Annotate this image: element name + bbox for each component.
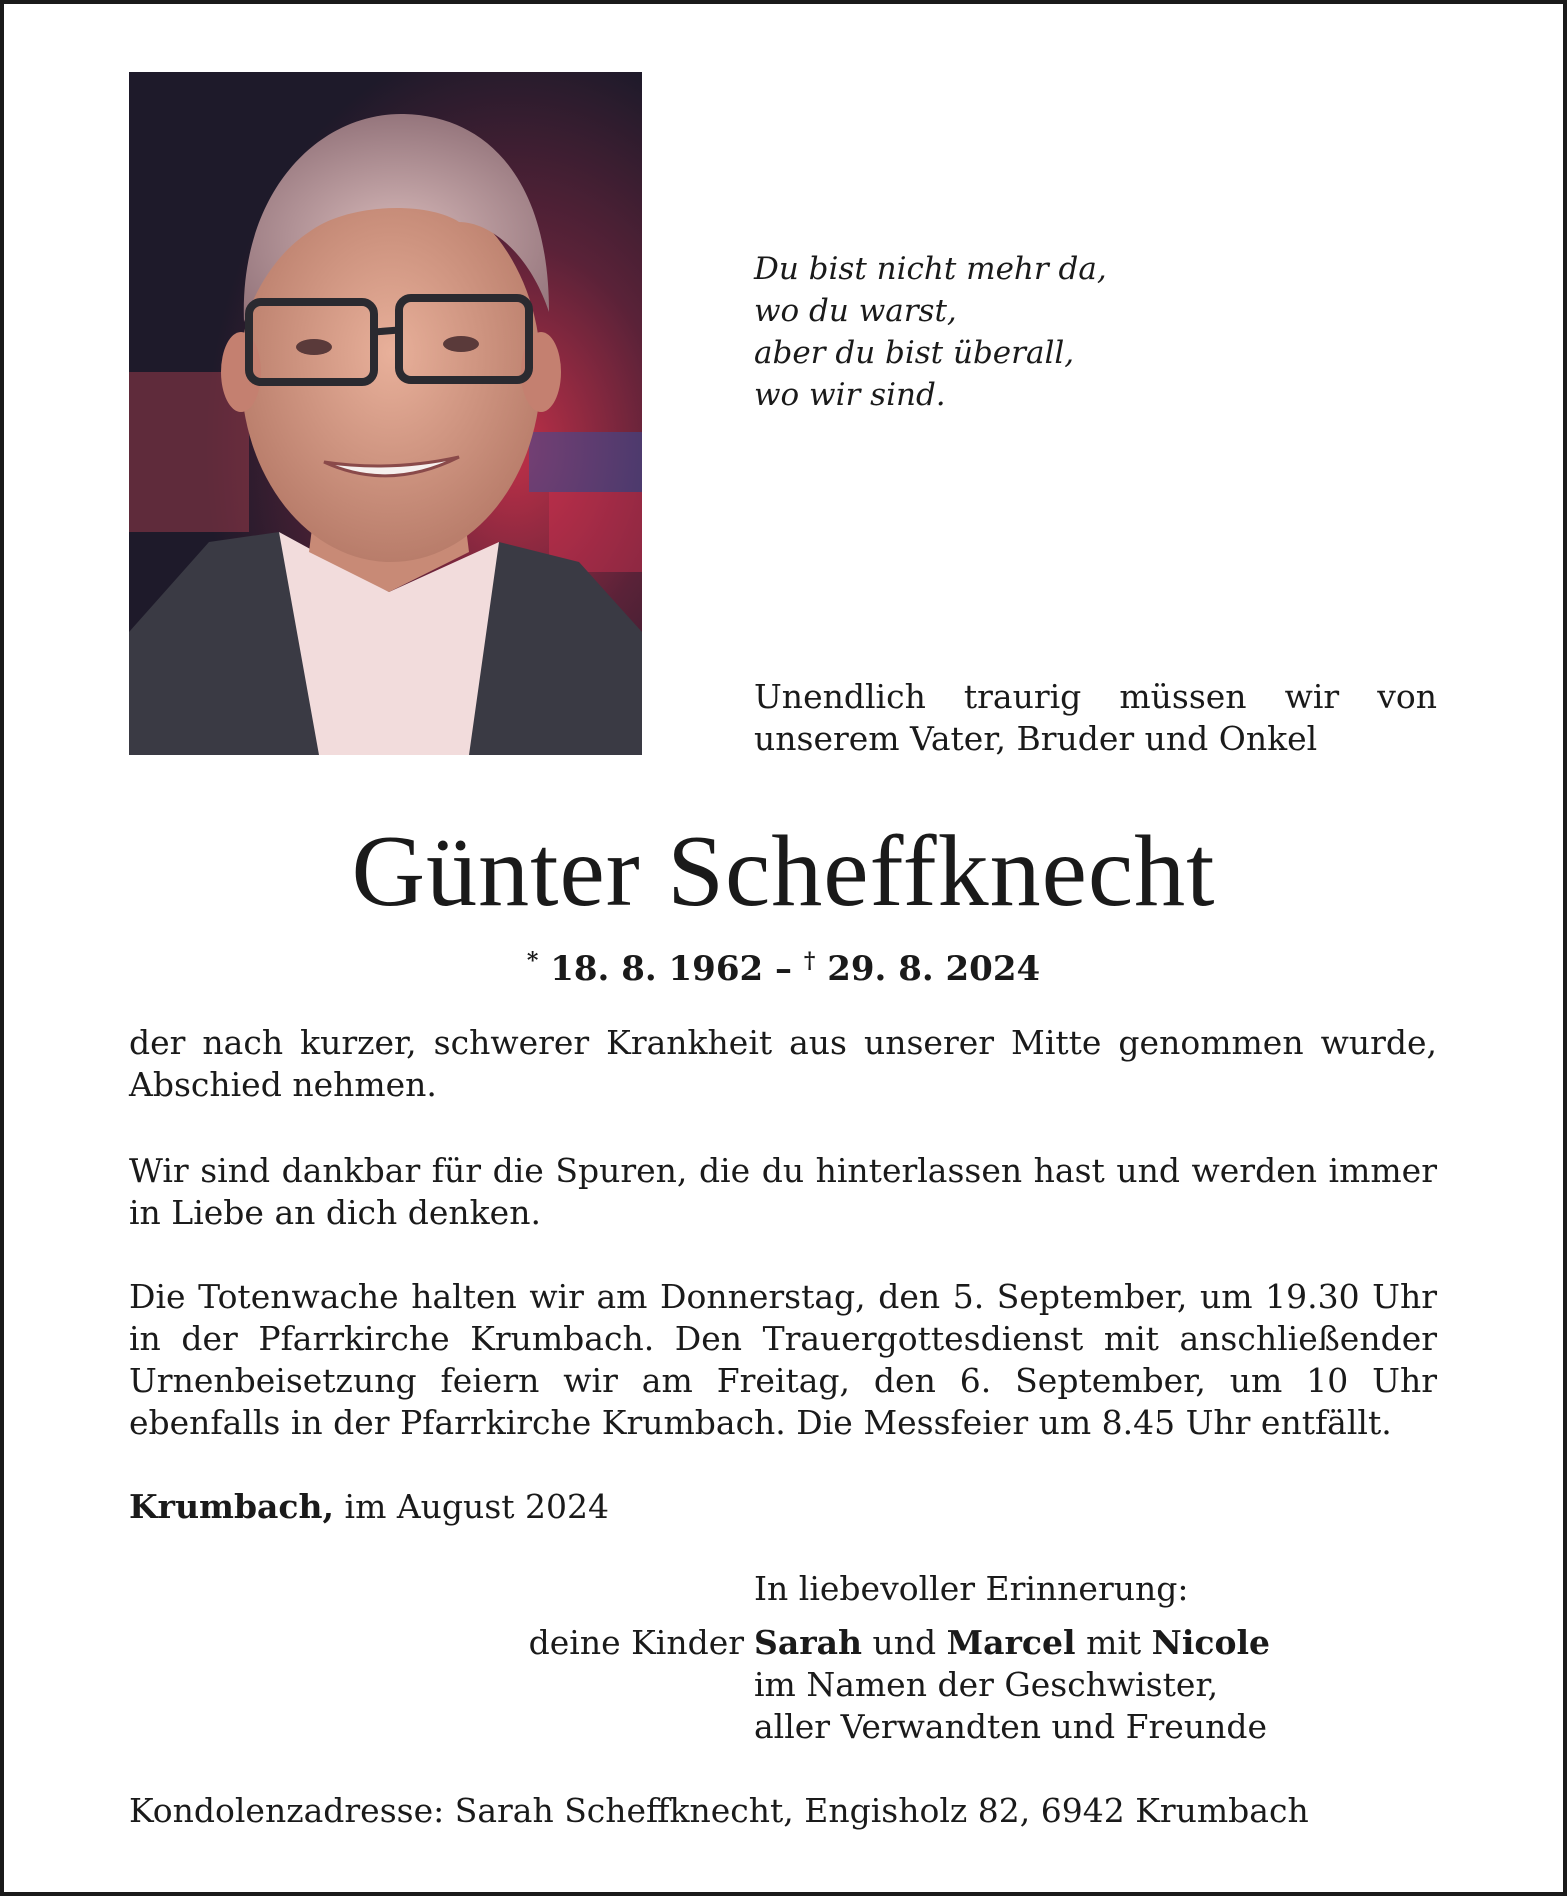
signature-line: aller Verwandten und Freunde (754, 1707, 1267, 1746)
condolence-address: Kondolenzadresse: Sarah Scheffknecht, Engisholz 82, 6942 Krumbach (129, 1791, 1309, 1830)
kids-prefix: deine Kinder (528, 1623, 744, 1662)
body-paragraph-2: Wir sind dankbar für die Spuren, die du hinterlassen hast und werden immer in Liebe an dich denken. (129, 1151, 1437, 1232)
child-name: Sarah (754, 1623, 862, 1662)
verse-line: aber du bist überall, (754, 335, 1075, 371)
verse-line: wo wir sind. (754, 377, 946, 413)
body-paragraph-1: der nach kurzer, schwerer Krankheit aus unserer Mitte genommen wurde, Abschied nehmen. (129, 1023, 1437, 1104)
kids-names (754, 1622, 1270, 1664)
conjunction: und (872, 1623, 937, 1662)
signature-line: im Namen der Geschwister, (754, 1665, 1219, 1704)
place: Krumbach, (129, 1487, 335, 1526)
intro-text: Unendlich traurig müssen wir von unserem Vater, Bruder und Onkel (754, 677, 1437, 758)
death-date: 29. 8. 2024 (827, 949, 1041, 989)
verse-line: Du bist nicht mehr da, (754, 251, 1107, 287)
partner-name: Nicole (1151, 1623, 1271, 1662)
memory-heading: In liebevoller Erinnerung: (754, 1569, 1189, 1608)
deceased-name: Günter Scheffknecht (351, 815, 1216, 928)
date: im August 2024 (344, 1487, 609, 1526)
birth-symbol: * (526, 948, 539, 974)
conjunction: mit (1086, 1623, 1142, 1662)
life-dates (0, 936, 1567, 994)
date-separator: – (775, 949, 792, 989)
birth-date: 18. 8. 1962 (550, 949, 764, 989)
death-symbol: † (803, 948, 816, 974)
child-name: Marcel (946, 1623, 1076, 1662)
portrait-photo (129, 72, 642, 755)
verse (754, 248, 1107, 416)
place-date (129, 1486, 609, 1528)
body-paragraph-3: Die Totenwache halten wir am Donnerstag, den 5. September, um 19.30 Uhr in der Pfarrkirche Krumbach. Den Trauergottesdienst mit anschließender Urnenbeisetzung feiern wir am Freitag, den 6. September, um 10 Uhr ebenfalls in der Pfarrkirche Krumbach. Die Messfeier um 8.45 Uhr entfällt. (129, 1277, 1437, 1442)
verse-line: wo du warst, (754, 293, 957, 329)
portrait-illustration (129, 72, 642, 755)
